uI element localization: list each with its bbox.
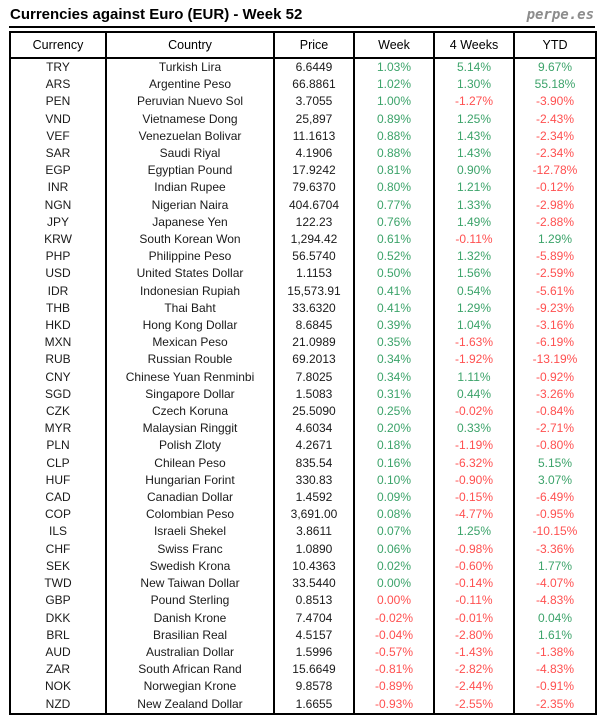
ytd-cell: 0.04% [514,610,596,627]
table-row [10,523,596,540]
price-cell: 330.83 [274,472,354,489]
ytd-cell: -9.23% [514,300,596,317]
table-row [10,455,596,472]
week-cell: 0.81% [354,162,434,179]
price-cell: 1.6655 [274,696,354,714]
brand-logo: perpe.es [526,7,594,23]
four-weeks-cell: 1.49% [434,214,514,231]
price-cell: 7.4704 [274,610,354,627]
country-cell: Polish Zloty [106,437,274,454]
country-cell: Singapore Dollar [106,386,274,403]
ytd-cell: -6.49% [514,489,596,506]
four-weeks-cell: 1.32% [434,248,514,265]
currency-code-cell: JPY [10,214,106,231]
week-cell: 0.39% [354,317,434,334]
week-cell: 0.80% [354,179,434,196]
ytd-cell: -2.98% [514,197,596,214]
week-cell: -0.93% [354,696,434,714]
four-weeks-cell: -6.32% [434,455,514,472]
country-cell: United States Dollar [106,265,274,282]
table-row [10,128,596,145]
week-cell: -0.02% [354,610,434,627]
four-weeks-cell: -0.02% [434,403,514,420]
table-row [10,93,596,110]
currency-code-cell: ZAR [10,661,106,678]
week-cell: -0.89% [354,678,434,695]
four-weeks-cell: 1.30% [434,76,514,93]
week-cell: 0.20% [354,420,434,437]
price-cell: 0.8513 [274,592,354,609]
price-cell: 11.1613 [274,128,354,145]
currency-code-cell: USD [10,265,106,282]
country-cell: Norwegian Krone [106,678,274,695]
currency-code-cell: INR [10,179,106,196]
week-cell: 0.02% [354,558,434,575]
currency-code-cell: HKD [10,317,106,334]
country-cell: New Zealand Dollar [106,696,274,714]
table-row [10,317,596,334]
week-cell: -0.57% [354,644,434,661]
currency-code-cell: TRY [10,58,106,76]
table-row [10,197,596,214]
ytd-cell: -12.78% [514,162,596,179]
country-cell: Chinese Yuan Renminbi [106,369,274,386]
column-header-4weeks: 4 Weeks [434,32,514,58]
week-cell: 0.52% [354,248,434,265]
currency-code-cell: NGN [10,197,106,214]
ytd-cell: 5.15% [514,455,596,472]
table-row [10,162,596,179]
currency-code-cell: HUF [10,472,106,489]
country-cell: Pound Sterling [106,592,274,609]
currency-code-cell: KRW [10,231,106,248]
four-weeks-cell: -2.80% [434,627,514,644]
price-cell: 17.9242 [274,162,354,179]
ytd-cell: -4.83% [514,661,596,678]
country-cell: Thai Baht [106,300,274,317]
ytd-cell: 9.67% [514,58,596,76]
week-cell: 0.07% [354,523,434,540]
table-row [10,541,596,558]
table-row [10,145,596,162]
table-row [10,644,596,661]
week-cell: 1.00% [354,93,434,110]
table-row [10,386,596,403]
column-header-country: Country [106,32,274,58]
country-cell: Czech Koruna [106,403,274,420]
ytd-cell: 3.07% [514,472,596,489]
currency-code-cell: VND [10,111,106,128]
four-weeks-cell: 1.25% [434,111,514,128]
four-weeks-cell: 5.14% [434,58,514,76]
price-cell: 79.6370 [274,179,354,196]
table-row [10,472,596,489]
country-cell: Swiss Franc [106,541,274,558]
price-cell: 4.1906 [274,145,354,162]
price-cell: 15.6649 [274,661,354,678]
four-weeks-cell: 0.33% [434,420,514,437]
country-cell: Indonesian Rupiah [106,283,274,300]
country-cell: Turkish Lira [106,58,274,76]
four-weeks-cell: -0.11% [434,592,514,609]
price-cell: 69.2013 [274,351,354,368]
four-weeks-cell: -4.77% [434,506,514,523]
week-cell: 0.89% [354,111,434,128]
country-cell: Saudi Riyal [106,145,274,162]
column-header-currency: Currency [10,32,106,58]
country-cell: Egyptian Pound [106,162,274,179]
price-cell: 25,897 [274,111,354,128]
table-header [10,32,596,58]
table-row [10,610,596,627]
table-row [10,265,596,282]
ytd-cell: -0.12% [514,179,596,196]
country-cell: Hungarian Forint [106,472,274,489]
week-cell: 1.03% [354,58,434,76]
four-weeks-cell: -1.92% [434,351,514,368]
ytd-cell: -1.38% [514,644,596,661]
price-cell: 66.8861 [274,76,354,93]
table-row [10,558,596,575]
four-weeks-cell: 1.29% [434,300,514,317]
four-weeks-cell: 1.25% [434,523,514,540]
price-cell: 122.23 [274,214,354,231]
table-row [10,661,596,678]
currency-code-cell: ILS [10,523,106,540]
country-cell: Russian Rouble [106,351,274,368]
four-weeks-cell: 1.43% [434,145,514,162]
four-weeks-cell: 1.56% [434,265,514,282]
price-cell: 3.7055 [274,93,354,110]
week-cell: 0.76% [354,214,434,231]
currency-code-cell: THB [10,300,106,317]
price-cell: 4.2671 [274,437,354,454]
table-row [10,627,596,644]
currency-code-cell: PHP [10,248,106,265]
header-row [10,32,596,58]
ytd-cell: -4.07% [514,575,596,592]
ytd-cell: 1.29% [514,231,596,248]
country-cell: Philippine Peso [106,248,274,265]
currency-code-cell: BRL [10,627,106,644]
table-row [10,300,596,317]
ytd-cell: -3.90% [514,93,596,110]
table-row [10,437,596,454]
currency-code-cell: CHF [10,541,106,558]
currency-code-cell: CNY [10,369,106,386]
price-cell: 10.4363 [274,558,354,575]
currency-code-cell: AUD [10,644,106,661]
currency-code-cell: GBP [10,592,106,609]
currency-code-cell: MXN [10,334,106,351]
four-weeks-cell: 0.44% [434,386,514,403]
four-weeks-cell: -0.01% [434,610,514,627]
week-cell: 0.16% [354,455,434,472]
price-cell: 1.5996 [274,644,354,661]
table-row [10,58,596,76]
week-cell: 0.00% [354,575,434,592]
week-cell: 0.00% [354,592,434,609]
ytd-cell: 55.18% [514,76,596,93]
price-cell: 1,294.42 [274,231,354,248]
price-cell: 9.8578 [274,678,354,695]
four-weeks-cell: 1.21% [434,179,514,196]
ytd-cell: -3.36% [514,541,596,558]
table-row [10,403,596,420]
country-cell: New Taiwan Dollar [106,575,274,592]
country-cell: Swedish Krona [106,558,274,575]
table-body [10,58,596,714]
price-cell: 4.5157 [274,627,354,644]
country-cell: Brasilian Real [106,627,274,644]
four-weeks-cell: 0.54% [434,283,514,300]
table-row [10,179,596,196]
country-cell: Nigerian Naira [106,197,274,214]
column-header-price: Price [274,32,354,58]
table-row [10,592,596,609]
currency-code-cell: PEN [10,93,106,110]
ytd-cell: -10.15% [514,523,596,540]
country-cell: Venezuelan Bolivar [106,128,274,145]
price-cell: 33.6320 [274,300,354,317]
four-weeks-cell: -0.90% [434,472,514,489]
title-bar [9,4,595,28]
country-cell: Peruvian Nuevo Sol [106,93,274,110]
currency-code-cell: SGD [10,386,106,403]
table-row [10,214,596,231]
column-header-week: Week [354,32,434,58]
four-weeks-cell: -0.14% [434,575,514,592]
week-cell: 0.35% [354,334,434,351]
table-row [10,696,596,714]
price-cell: 4.6034 [274,420,354,437]
price-cell: 33.5440 [274,575,354,592]
price-cell: 1.0890 [274,541,354,558]
four-weeks-cell: -0.15% [434,489,514,506]
four-weeks-cell: -1.27% [434,93,514,110]
week-cell: 0.25% [354,403,434,420]
ytd-cell: -13.19% [514,351,596,368]
currency-code-cell: COP [10,506,106,523]
four-weeks-cell: -0.11% [434,231,514,248]
currency-table [9,31,597,715]
price-cell: 15,573.91 [274,283,354,300]
four-weeks-cell: -2.82% [434,661,514,678]
four-weeks-cell: 0.90% [434,162,514,179]
currency-code-cell: NOK [10,678,106,695]
four-weeks-cell: -2.44% [434,678,514,695]
week-cell: -0.04% [354,627,434,644]
country-cell: Canadian Dollar [106,489,274,506]
table-row [10,420,596,437]
price-cell: 3,691.00 [274,506,354,523]
price-cell: 21.0989 [274,334,354,351]
currency-code-cell: RUB [10,351,106,368]
price-cell: 6.6449 [274,58,354,76]
ytd-cell: -5.61% [514,283,596,300]
week-cell: 0.88% [354,145,434,162]
week-cell: 0.31% [354,386,434,403]
country-cell: Vietnamese Dong [106,111,274,128]
price-cell: 1.5083 [274,386,354,403]
four-weeks-cell: 1.11% [434,369,514,386]
week-cell: 1.02% [354,76,434,93]
ytd-cell: -0.80% [514,437,596,454]
currency-code-cell: IDR [10,283,106,300]
ytd-cell: 1.77% [514,558,596,575]
ytd-cell: -2.34% [514,128,596,145]
country-cell: Colombian Peso [106,506,274,523]
currency-code-cell: VEF [10,128,106,145]
country-cell: Australian Dollar [106,644,274,661]
four-weeks-cell: 1.33% [434,197,514,214]
four-weeks-cell: -1.43% [434,644,514,661]
table-row [10,351,596,368]
week-cell: 0.88% [354,128,434,145]
page-title: Currencies against Euro (EUR) - Week 52 [10,6,303,23]
country-cell: Chilean Peso [106,455,274,472]
week-cell: 0.18% [354,437,434,454]
week-cell: 0.61% [354,231,434,248]
price-cell: 7.8025 [274,369,354,386]
ytd-cell: -2.71% [514,420,596,437]
ytd-cell: -3.26% [514,386,596,403]
week-cell: 0.09% [354,489,434,506]
ytd-cell: -5.89% [514,248,596,265]
week-cell: 0.34% [354,369,434,386]
currency-code-cell: CZK [10,403,106,420]
table-row [10,678,596,695]
four-weeks-cell: -0.98% [434,541,514,558]
four-weeks-cell: -1.63% [434,334,514,351]
country-cell: Indian Rupee [106,179,274,196]
week-cell: 0.41% [354,300,434,317]
currency-code-cell: MYR [10,420,106,437]
price-cell: 1.1153 [274,265,354,282]
table-row [10,111,596,128]
four-weeks-cell: 1.04% [434,317,514,334]
country-cell: Malaysian Ringgit [106,420,274,437]
table-row [10,76,596,93]
ytd-cell: -0.91% [514,678,596,695]
table-row [10,369,596,386]
country-cell: Japanese Yen [106,214,274,231]
ytd-cell: -4.83% [514,592,596,609]
currency-code-cell: SAR [10,145,106,162]
price-cell: 1.4592 [274,489,354,506]
ytd-cell: -0.95% [514,506,596,523]
table-row [10,575,596,592]
currency-code-cell: EGP [10,162,106,179]
ytd-cell: 1.61% [514,627,596,644]
four-weeks-cell: -1.19% [434,437,514,454]
country-cell: Danish Krone [106,610,274,627]
table-row [10,283,596,300]
currency-code-cell: TWD [10,575,106,592]
week-cell: 0.77% [354,197,434,214]
country-cell: Mexican Peso [106,334,274,351]
four-weeks-cell: -0.60% [434,558,514,575]
ytd-cell: -2.35% [514,696,596,714]
week-cell: 0.06% [354,541,434,558]
table-row [10,231,596,248]
price-cell: 404.6704 [274,197,354,214]
currency-code-cell: CAD [10,489,106,506]
currency-code-cell: ARS [10,76,106,93]
price-cell: 8.6845 [274,317,354,334]
column-header-ytd: YTD [514,32,596,58]
currency-code-cell: PLN [10,437,106,454]
currency-code-cell: NZD [10,696,106,714]
price-cell: 835.54 [274,455,354,472]
week-cell: 0.34% [354,351,434,368]
ytd-cell: -2.59% [514,265,596,282]
ytd-cell: -2.88% [514,214,596,231]
ytd-cell: -2.34% [514,145,596,162]
ytd-cell: -0.92% [514,369,596,386]
currency-code-cell: DKK [10,610,106,627]
table-row [10,489,596,506]
price-cell: 56.5740 [274,248,354,265]
country-cell: South African Rand [106,661,274,678]
week-cell: 0.08% [354,506,434,523]
country-cell: Israeli Shekel [106,523,274,540]
price-cell: 25.5090 [274,403,354,420]
four-weeks-cell: -2.55% [434,696,514,714]
country-cell: Hong Kong Dollar [106,317,274,334]
week-cell: -0.81% [354,661,434,678]
week-cell: 0.41% [354,283,434,300]
country-cell: South Korean Won [106,231,274,248]
table-row [10,248,596,265]
week-cell: 0.10% [354,472,434,489]
ytd-cell: -6.19% [514,334,596,351]
week-cell: 0.50% [354,265,434,282]
ytd-cell: -0.84% [514,403,596,420]
country-cell: Argentine Peso [106,76,274,93]
ytd-cell: -2.43% [514,111,596,128]
currency-code-cell: CLP [10,455,106,472]
price-cell: 3.8611 [274,523,354,540]
currency-code-cell: SEK [10,558,106,575]
four-weeks-cell: 1.43% [434,128,514,145]
table-row [10,506,596,523]
ytd-cell: -3.16% [514,317,596,334]
table-row [10,334,596,351]
